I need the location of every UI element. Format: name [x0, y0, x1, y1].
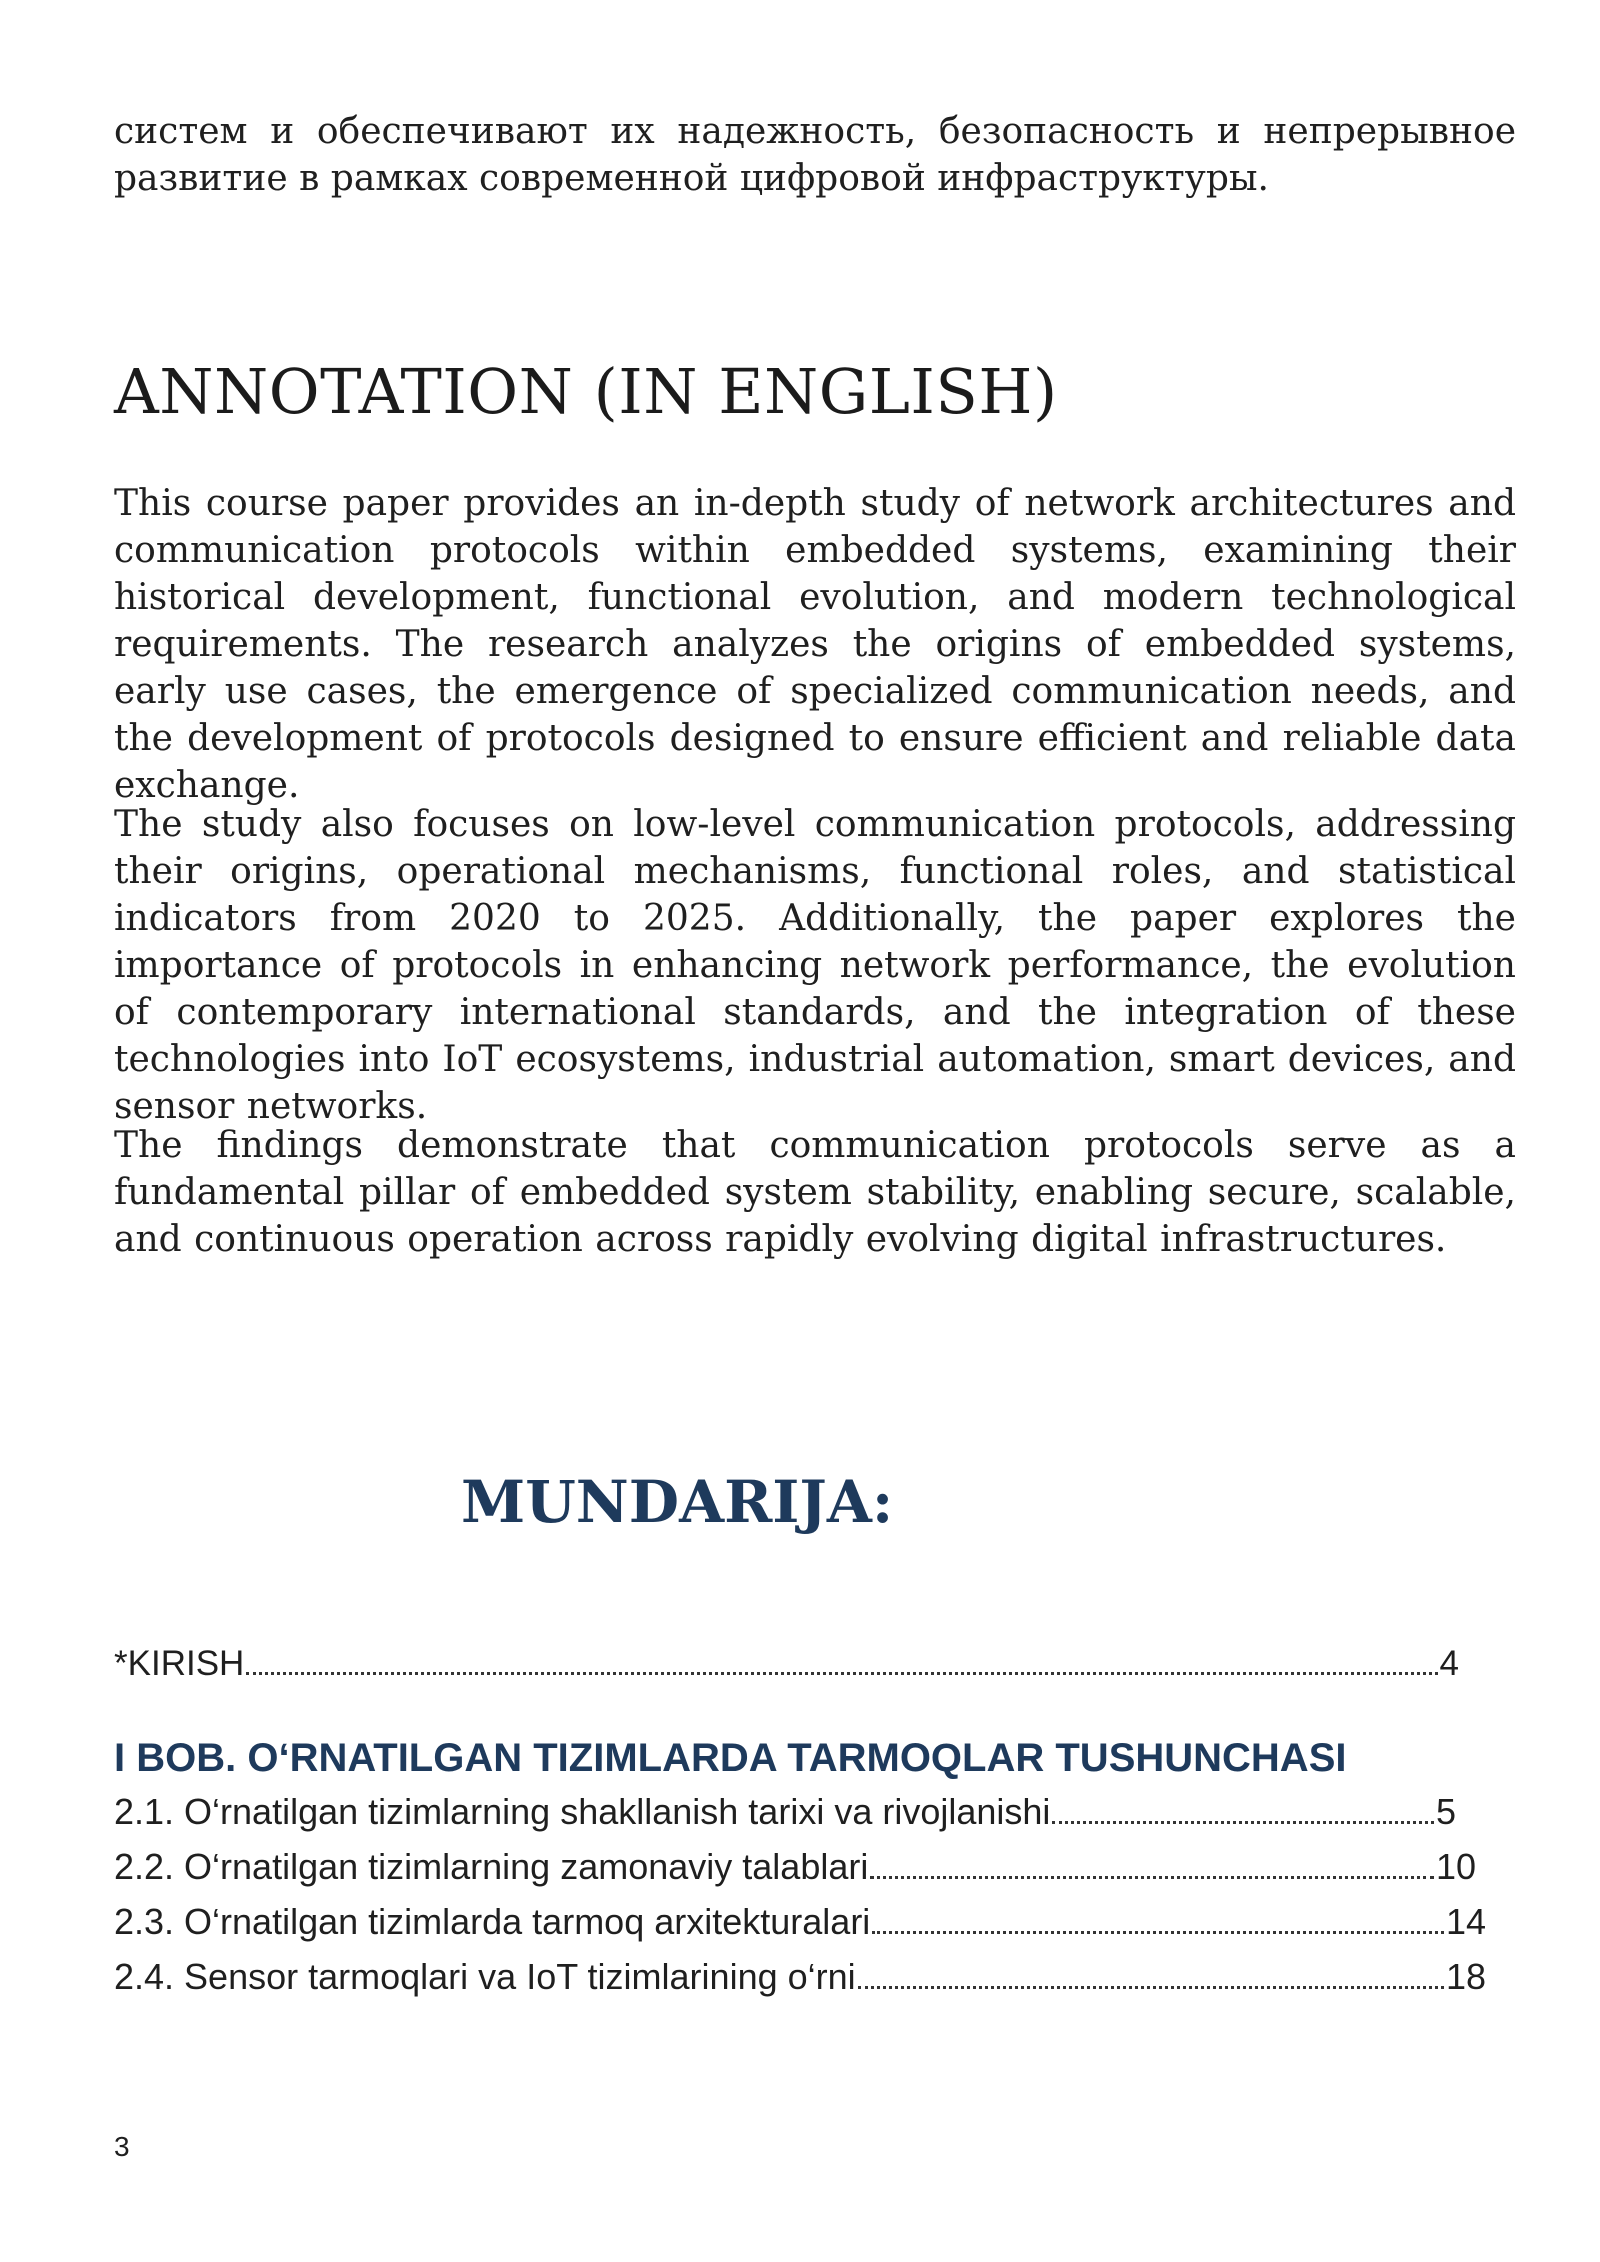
toc-entry-label: 2.4. Sensor tarmoqlari va IoT tizimlarining o‘rni	[114, 1956, 856, 1997]
toc-entry[interactable]	[114, 1788, 1456, 1836]
toc-entry-page: 18	[1445, 1956, 1486, 1997]
toc-entry-label: 2.3. O‘rnatilgan tizimlarda tarmoq arxitekturalari	[114, 1901, 871, 1942]
carryover-paragraph: систем и обеспечивают их надежность, безопасность и непрерывное развитие в рамках современной цифровой инфраструктуры.	[114, 111, 1516, 199]
toc-title: MUNDARIJA:	[461, 1468, 894, 1536]
annotation-paragraph-1: This course paper provides an in-depth study of network architectures and communication protocols within embedded systems, examining their historical development, functional evolution, and modern technological requirements. The research analyzes the origins of embedded systems, early use cases, the emergence of specialized communication needs, and the development of protocols designed to ensure efficient and reliable data exchange.	[114, 483, 1516, 806]
annotation-paragraph-3: The findings demonstrate that communication protocols serve as a fundamental pillar of embedded system stability, enabling secure, scalable, and continuous operation across rapidly evolving digital infrastructures.	[114, 1125, 1516, 1260]
toc-entry-page: 14	[1445, 1901, 1486, 1942]
annotation-title: ANNOTATION (IN ENGLISH)	[114, 355, 1058, 428]
toc-entry-kirish[interactable]	[114, 1640, 1459, 1688]
toc-entry-label: 2.1. O‘rnatilgan tizimlarning shakllanish tarixi va rivojlanishi	[114, 1791, 1051, 1832]
toc-dot-leader	[870, 1876, 1434, 1879]
toc-dot-leader	[872, 1931, 1444, 1934]
toc-dot-leader	[1052, 1821, 1434, 1824]
toc-entry-page: 4	[1439, 1644, 1459, 1683]
annotation-paragraph-2: The study also focuses on low-level communication protocols, addressing their origins, operational mechanisms, functional roles, and statistical indicators from 2020 to 2025. Additionally, the paper explores the importance of protocols in enhancing network performance, the evolution of contemporary international standards, and the integration of these technologies into IoT ecosystems, industrial automation, smart devices, and sensor networks.	[114, 804, 1516, 1127]
page-number: 3	[114, 2131, 130, 2162]
toc-dot-leader	[246, 1672, 1437, 1675]
toc-entry[interactable]	[114, 1898, 1486, 1946]
toc-entry[interactable]	[114, 1953, 1486, 2001]
toc-entry-label: 2.2. O‘rnatilgan tizimlarning zamonaviy talablari	[114, 1846, 869, 1887]
toc-entry-page: 10	[1435, 1846, 1476, 1887]
toc-entry-page: 5	[1435, 1791, 1456, 1832]
toc-entry[interactable]	[114, 1843, 1476, 1891]
toc-dot-leader	[858, 1986, 1444, 1989]
toc-entry-label: *KIRISH	[114, 1644, 245, 1683]
toc-chapter-title: I BOB. O‘RNATILGAN TIZIMLARDA TARMOQLAR TUSHUNCHASI	[114, 1736, 1347, 1780]
